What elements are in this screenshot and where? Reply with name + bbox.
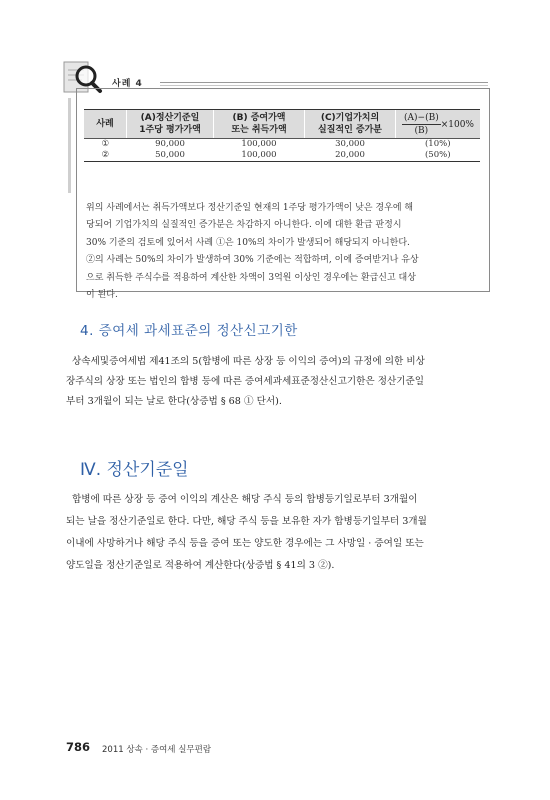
body-line: 이내에 사망하거나 해당 주식 등을 증여 또는 양도한 경우에는 그 사망일 · 증여일 또는 (66, 538, 424, 549)
header-b-line2: 또는 취득가액 (231, 125, 287, 135)
page-number: 786 (66, 740, 91, 754)
header-a-line1: (A)정산기준일 (140, 113, 200, 123)
case-line: 위의 사례에서는 취득가액보다 정산기준일 현재의 1주당 평가가액이 낮은 경우에 해 (86, 203, 414, 213)
section-4-heading: 4. 증여세 과세표준의 정산신고기한 (80, 323, 298, 339)
case-explanation (86, 200, 482, 304)
header-case: 사례 (84, 110, 127, 139)
case-rule-secondary (160, 85, 488, 86)
body-line: 양도일을 정산기준일로 적용하여 계산한다(상증법 § 41의 3 ②). (66, 560, 335, 571)
section-iv-heading: Ⅳ. 정산기준일 (80, 460, 189, 480)
side-bar (68, 98, 71, 193)
ratio-suffix: ×100% (440, 119, 474, 130)
row-a: 90,000 (155, 139, 185, 149)
case-line: 당되어 기업가치의 실질적인 증가분은 차감하지 아니한다. 이에 대한 환급 판정시 (86, 220, 402, 231)
row-case: ② (84, 150, 127, 162)
row-a: 50,000 (127, 150, 214, 162)
ratio-denominator: (B) (414, 125, 429, 136)
header-c-line1: (C)기업가치의 (320, 113, 380, 123)
header-b-line1: (B) 증여가액 (232, 113, 286, 123)
row-c: 20,000 (305, 150, 396, 162)
ratio-fraction (402, 112, 441, 137)
section-iv-body (66, 489, 486, 577)
row-case: ① (101, 139, 110, 149)
header-ratio (396, 110, 481, 139)
header-a (127, 110, 214, 139)
body-line: 합병에 따른 상장 등 증여 이익의 계산은 해당 주식 등의 합병등기일로부터 3개월이 (72, 494, 418, 505)
table-row (84, 150, 480, 162)
ratio-numerator: (A)−(B) (404, 112, 439, 123)
header-c-line2: 실질적인 증가분 (318, 125, 382, 135)
table-header-row (84, 110, 480, 139)
case-label: 사례 4 (112, 79, 143, 89)
body-line: 되는 날을 정산기준일로 한다. 다만, 해당 주식 등을 보유한 자가 합병등기일부터 3개월 (66, 516, 427, 527)
case-table (84, 109, 480, 162)
row-ratio: (50%) (396, 150, 481, 162)
header-b (214, 110, 305, 139)
table-row (84, 139, 480, 151)
case-line: ②의 사례는 50%의 차이가 발생하여 30% 기준에는 적합하며, 이에 증여받거나 유상 (86, 255, 419, 266)
header-a-line2: 1주당 평가가액 (139, 125, 201, 135)
case-line: 30% 기준의 검토에 있어서 사례 ①은 10%의 차이가 발생되어 해당되지 아니한다. (86, 237, 410, 248)
row-ratio: (10%) (424, 139, 451, 149)
row-b: 100,000 (241, 139, 277, 149)
header-c (305, 110, 396, 139)
body-line: 부터 3개월이 되는 날로 한다(상증법 § 68 ① 단서). (66, 396, 282, 407)
case-rule (160, 82, 488, 83)
case-line: 이 된다. (86, 290, 118, 301)
case-line: 으로 취득한 주식수를 적용하여 계산한 차액이 3억원 이상인 경우에는 환급신고 대상 (86, 272, 416, 283)
row-b: 100,000 (214, 150, 305, 162)
row-c: 30,000 (335, 139, 365, 149)
section-4-body (66, 352, 486, 412)
body-line: 상속세및증여세법 제41조의 5(합병에 따른 상장 등 이익의 증여)의 규정에 의한 비상 (72, 356, 425, 367)
body-line: 장주식의 상장 또는 법인의 합병 등에 따른 증여세과세표준정산신고기한은 정산기준일 (66, 376, 425, 387)
book-title: 2011 상속 · 증여세 실무편람 (102, 745, 212, 755)
